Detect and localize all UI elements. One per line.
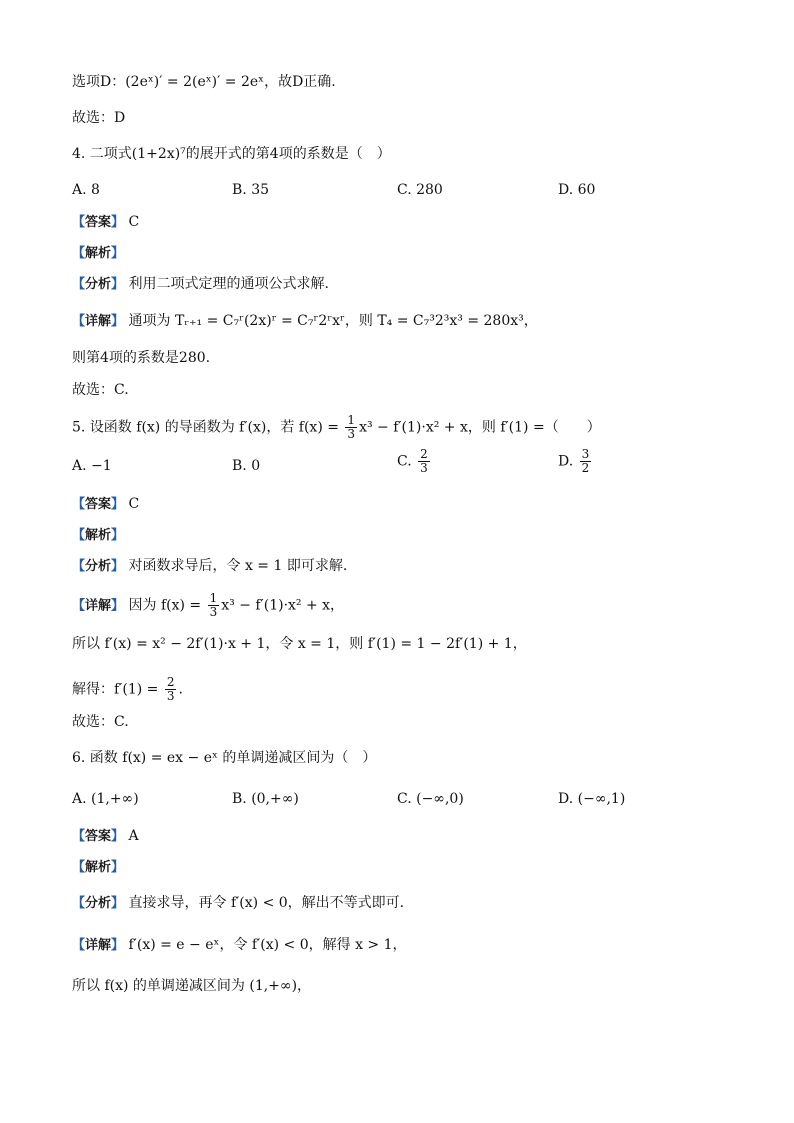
question-4-text: 4. 二项式(1+2x)⁷的展开式的第4项的系数是（ ） [72,146,391,162]
answer-tag: 【答案】 [72,497,125,512]
question-5-text-a: 5. 设函数 f(x) 的导函数为 f′(x)，若 f(x) = [72,419,344,436]
fenxi-tag: 【分析】 [72,896,125,911]
detail-tag: 【详解】 [72,938,125,953]
answer-tag: 【答案】 [72,215,125,230]
q5-option-a: A. −1 [72,458,112,474]
q6-option-b: B. (0,+∞) [232,791,299,807]
option-d-fraction: $\frac{3}{2}$ [581,447,590,475]
q6-option-a: A. (1,+∞) [72,791,139,807]
q6-answer-value: A [128,828,139,844]
q5-detail-text-a: 因为 f(x) = [128,597,206,614]
q5-option-b: B. 0 [232,458,261,474]
fenxi-tag: 【分析】 [72,277,125,292]
q5-solve-text: 解得：f′(1) = [72,681,163,698]
question-6-text: 6. 函数 f(x) = ex − eˣ 的单调递减区间为（ ） [72,750,377,766]
q4-option-c: C. 280 [397,182,443,198]
q5-option-c: C. $\frac{2}{3}$ [397,447,428,475]
q6-detail-text: f′(x) = e − eˣ，令 f′(x) < 0，解得 x > 1， [128,937,407,953]
option-d-text: 选项D：(2eˣ)′ = 2(eˣ)′ = 2eˣ，故D正确. [72,74,336,90]
q4-choose-line [72,380,129,400]
q5-analysis-heading [72,525,124,546]
q5-fenxi-line [72,556,347,577]
q4-detail-line [72,311,538,332]
question-6 [72,748,376,768]
fraction-two-thirds: $\frac{2}{3}$ [166,675,175,703]
q4-answer-value: C [128,214,140,230]
q6-interval-line [72,976,311,996]
choose-d-line [72,108,125,128]
fraction-one-third: $\frac{1}{3}$ [209,591,218,619]
q6-option-d: D. (−∞,1) [558,791,626,807]
q5-choose-text: 故选：C. [72,714,129,730]
analysis-tag: 【解析】 [72,246,125,261]
q5-answer-value: C [128,496,140,512]
q4-analysis-heading [72,243,124,264]
q4-coefficient-line [72,348,210,368]
q4-option-d: D. 60 [558,182,596,198]
q4-answer-line [72,212,139,233]
answer-tag: 【答案】 [72,829,125,844]
q5-answer-line [72,494,139,515]
q5-fenxi-text: 对函数求导后，令 x = 1 即可求解. [128,558,348,574]
q5-option-d: D. $\frac{3}{2}$ [558,447,590,475]
q5-detail-text-b: x³ − f′(1)·x² + x， [221,597,345,614]
q5-detail-line [72,592,344,619]
option-c-fraction: $\frac{2}{3}$ [420,447,428,475]
detail-tag: 【详解】 [72,314,125,329]
q6-fenxi-text: 直接求导，再令 f′(x) < 0，解出不等式即可. [128,895,405,911]
q6-option-c: C. (−∞,0) [397,791,464,807]
q4-option-b: B. 35 [232,182,270,198]
option-d-explanation [72,72,336,92]
fraction-one-third: $\frac{1}{3}$ [347,413,356,441]
q5-solve-line: 解得：f′(1) = $\frac{2}{3}$ . [72,675,183,703]
q5-choose-line [72,712,129,732]
q5-derivative-text: 所以 f′(x) = x² − 2f′(1)·x + 1，令 x = 1，则 f′(1) = 1 − 2f′(1) + 1， [72,636,527,652]
q4-fenxi-line [72,274,329,295]
q4-option-a: A. 8 [72,182,100,198]
question-5 [72,414,601,441]
q4-coefficient-text: 则第4项的系数是280. [72,350,211,366]
choose-d-text: 故选：D [72,110,126,126]
q5-derivative-line [72,634,527,654]
fenxi-tag: 【分析】 [72,559,125,574]
q4-detail-text: 通项为 Tᵣ₊₁ = C₇ʳ(2x)ʳ = C₇ʳ2ʳxʳ，则 T₄ = C₇³2³x³ = 280x³， [128,313,538,329]
q6-answer-line [72,826,139,847]
question-4 [72,144,391,164]
q6-analysis-heading [72,857,124,878]
analysis-tag: 【解析】 [72,528,125,543]
question-5-text-b: x³ − f′(1)·x² + x，则 f′(1) =（ ） [359,419,601,436]
detail-tag: 【详解】 [72,598,125,614]
q4-choose-text: 故选：C. [72,382,129,398]
q4-fenxi-text: 利用二项式定理的通项公式求解. [128,276,329,292]
analysis-tag: 【解析】 [72,860,125,875]
q6-fenxi-line [72,893,404,914]
q6-detail-line [72,935,407,956]
q6-interval-text: 所以 f(x) 的单调递减区间为 (1,+∞)， [72,978,312,994]
